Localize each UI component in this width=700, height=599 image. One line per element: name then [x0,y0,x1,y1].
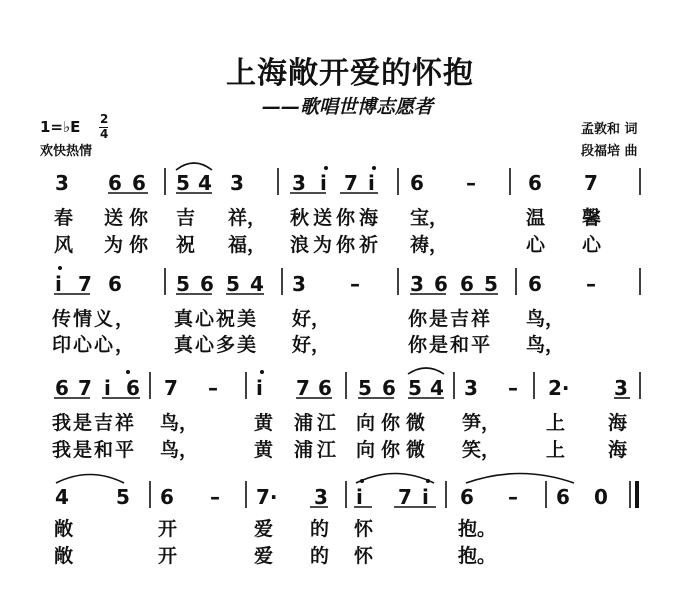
note: 7 [584,171,598,195]
note: 6 [528,171,542,195]
lyric-verse-2: 祷， [410,234,449,256]
octave-dot [426,479,430,483]
note: 5 [176,171,190,195]
lyric-verse-1: 爱 [254,518,274,540]
slur [408,368,444,374]
lyric-verse-1: 祥， [228,207,267,229]
lyric-verse-1: 宝， [410,207,449,229]
lyric-verse-2: 笑， [462,439,501,461]
octave-dot [324,166,328,170]
lyric-verse-1: 海 [608,412,628,434]
note: i [320,171,327,195]
lyric-verse-2: 好， [292,334,331,356]
dash: – [350,272,360,296]
note: 5 [116,485,130,509]
lyric-verse-2: 为你 [104,234,155,256]
note: 5 [358,376,372,400]
lyric-verse-2: 向你微 [356,439,432,461]
note: 6 [410,171,424,195]
lyric-verse-1: 鸟， [526,308,565,330]
note: 6 [108,272,122,296]
note: 4 [430,376,444,400]
note: 6 [132,171,146,195]
dash: – [586,272,596,296]
note: 5 [176,272,190,296]
note: 6 [318,376,332,400]
slur [176,163,212,170]
song-title: 上海敞开爱的怀抱 [226,56,474,91]
note: 3 [292,272,306,296]
note: 3 [55,171,69,195]
note: 3 [410,272,424,296]
lyric-verse-1: 送你 [104,207,155,229]
lyric-verse-2: 海 [608,439,628,461]
lyric-verse-1: 真心祝美 [174,308,259,330]
lyric-verse-2: 开 [158,545,178,567]
composer-credit: 段福培 曲 [581,144,638,159]
note: i [104,376,111,400]
note: 6 [460,485,474,509]
lyric-verse-2: 真心多美 [174,334,259,356]
note: 7 [78,376,92,400]
lyric-verse-1: 你是吉祥 [408,308,493,330]
octave-dot [372,166,376,170]
note: 3 [314,485,328,509]
octave-dot [260,370,264,374]
lyric-verse-2: 上 [546,439,566,461]
lyric-verse-1: 笋， [462,412,501,434]
note: 6 [382,376,396,400]
lyric-verse-2: 我是和平 [52,439,137,461]
time-signature-top: 2 [100,112,109,126]
note: 3 [292,171,306,195]
note: 4 [250,272,264,296]
lyric-verse-1: 馨 [582,207,602,229]
lyric-verse-2: 浦江 [294,439,341,461]
dash: – [210,485,220,509]
lyric-verse-2: 你是和平 [408,334,493,356]
octave-dot [360,479,364,483]
lyric-verse-2: 黄 [254,439,274,461]
note: 2· [548,376,570,400]
lyricist-credit: 孟敦和 词 [581,122,638,137]
lyric-verse-2: 心 [582,234,602,256]
lyric-verse-1: 鸟， [160,412,199,434]
note: i [356,485,363,509]
tempo-marking: 欢快热情 [40,144,93,159]
time-signature-bottom: 4 [100,127,109,141]
lyric-verse-1: 浦江 [294,412,341,434]
note: 7 [344,171,358,195]
lyric-verse-2: 怀 [354,545,374,567]
note: 6 [126,376,140,400]
lyric-verse-1: 春 [54,207,74,229]
lyric-verse-1: 黄 [254,412,274,434]
lyric-verse-2: 的 [310,545,330,567]
note: 3 [614,376,628,400]
lyric-verse-2: 福， [228,234,267,256]
lyric-verse-1: 好， [292,308,331,330]
lyric-verse-2: 印心心， [52,334,137,356]
note: 5 [484,272,498,296]
lyric-verse-1: 秋送你海 [290,207,383,229]
note: 3 [230,171,244,195]
lyric-verse-2: 鸟， [160,439,199,461]
song-subtitle: ——歌唱世博志愿者 [262,96,434,118]
lyric-verse-2: 祝 [176,234,196,256]
key-signature: 1=♭E [40,118,81,136]
lyric-verse-1: 的 [310,518,330,540]
lyric-verse-2: 风 [54,234,74,256]
lyric-verse-1: 温 [526,207,546,229]
lyric-verse-1: 吉 [176,207,196,229]
note: i [422,485,429,509]
note: 7 [398,485,412,509]
dash: – [508,376,518,400]
lyric-verse-1: 开 [158,518,178,540]
lyric-verse-1: 我是吉祥 [52,412,137,434]
octave-dot [58,266,62,270]
lyric-verse-2: 抱。 [458,545,497,567]
note: 7 [296,376,310,400]
note: 6 [108,171,122,195]
note: 7 [78,272,92,296]
tie [466,474,574,484]
lyric-verse-1: 上 [546,412,566,434]
lyric-verse-1: 怀 [354,518,374,540]
slur [356,474,434,484]
note: i [55,272,62,296]
lyric-verse-1: 抱。 [458,518,497,540]
lyric-verse-1: 向你微 [356,412,432,434]
slur [56,475,124,484]
note: i [256,376,263,400]
lyric-verse-2: 鸟， [526,334,565,356]
note: 3 [464,376,478,400]
note: 6 [160,485,174,509]
note: 4 [198,171,212,195]
note: 6 [556,485,570,509]
note: 6 [528,272,542,296]
note: 6 [434,272,448,296]
lyric-verse-2: 浪为你祈 [290,234,383,256]
note: 6 [200,272,214,296]
lyric-verse-2: 爱 [254,545,274,567]
note: 7· [256,485,278,509]
note: 0 [594,485,608,509]
lyric-verse-2: 心 [526,234,546,256]
note: 6 [55,376,69,400]
dash: – [466,171,476,195]
note: 5 [408,376,422,400]
note: 7 [164,376,178,400]
note: 5 [226,272,240,296]
lyric-verse-1: 敞 [54,518,74,540]
dash: – [508,485,518,509]
note: 6 [460,272,474,296]
note: i [368,171,375,195]
octave-dot [126,370,130,374]
lyric-verse-2: 敞 [54,545,74,567]
dash: – [208,376,218,400]
lyric-verse-1: 传情义， [52,308,137,330]
note: 4 [55,485,69,509]
